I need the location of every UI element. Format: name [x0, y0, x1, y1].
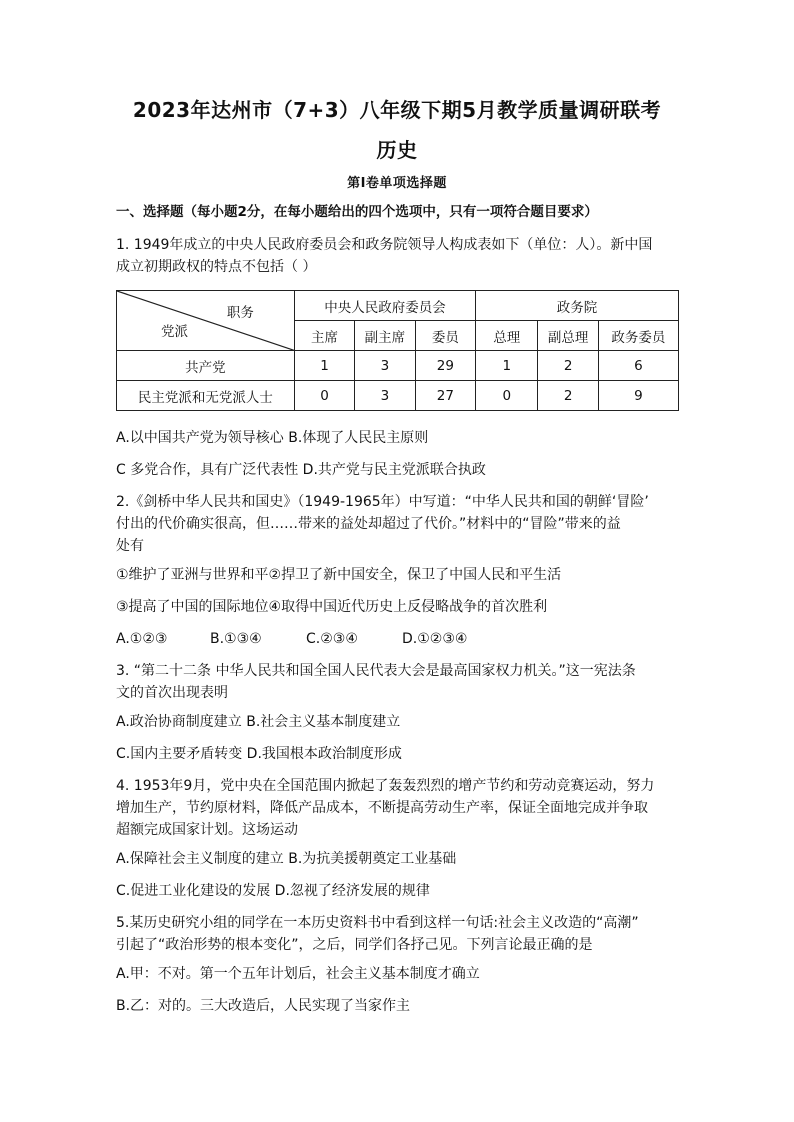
q2-option-a: A.①②③	[116, 631, 168, 647]
q1-options-line1: A.以中国共产党为领导核心 B.体现了人民民主原则	[116, 430, 429, 446]
table-header-row	[117, 291, 679, 321]
q5-stem-line1: 5.某历史研究小组的同学在一本历史资料书中看到这样一句话:社会主义改造的“高潮”	[116, 915, 639, 931]
q3-stem-line1: 3. “第二十二条 中华人民共和国全国人民代表大会是最高国家权力机关。”这一宪法条	[116, 663, 636, 679]
exam-title: 2023年达州市（7+3）八年级下期5月教学质量调研联考	[132, 98, 662, 122]
subhead-cell: 政务委员	[598, 321, 678, 351]
q1-stem-line1: 1. 1949年成立的中央人民政府委员会和政务院领导人构成表如下（单位：人）。新中国	[116, 237, 653, 253]
q2-option-c: C.②③④	[306, 631, 358, 647]
q1-stem-line2: 成立初期政权的特点不包括（ ）	[116, 259, 317, 275]
table-corner-cell	[117, 291, 295, 351]
q2-items-line1: ①维护了亚洲与世界和平②捍卫了新中国安全，保卫了中国人民和平生活	[116, 567, 562, 583]
q2-stem-line1: 2.《剑桥中华人民共和国史》（1949-1965年）中写道：“中华人民共和国的朝鲜‘冒险’	[116, 494, 649, 510]
table-cell: 1	[476, 351, 538, 381]
row-label: 民主党派和无党派人士	[117, 381, 295, 411]
q2-items-line2: ③提高了中国的国际地位④取得中国近代历史上反侵略战争的首次胜利	[116, 599, 548, 615]
table-row	[117, 351, 679, 381]
part-title: 第Ⅰ卷单项选择题	[347, 176, 447, 191]
table-cell: 3	[355, 351, 415, 381]
q4-options-line1: A.保障社会主义制度的建立 B.为抗美援朝奠定工业基础	[116, 851, 457, 867]
leaders-table	[116, 290, 679, 411]
table-cell: 3	[355, 381, 415, 411]
section-heading: 一、选择题（每小题2分，在每小题给出的四个选项中，只有一项符合题目要求）	[116, 204, 598, 220]
table-cell: 9	[598, 381, 678, 411]
q4-stem-line1: 4. 1953年9月，党中央在全国范围内掀起了轰轰烈烈的增产节约和劳动竞赛运动，努力	[116, 778, 655, 794]
subhead-cell: 总理	[476, 321, 538, 351]
q2-stem-line2: 付出的代价确实很高，但……带来的益处却超过了代价。”材料中的“冒险”带来的益	[116, 516, 621, 532]
q3-options-line1: A.政治协商制度建立 B.社会主义基本制度建立	[116, 714, 401, 730]
q4-options-line2: C.促进工业化建设的发展 D.忽视了经济发展的规律	[116, 883, 430, 899]
row-label: 共产党	[117, 351, 295, 381]
subhead-cell: 委员	[415, 321, 475, 351]
table-cell: 1	[294, 351, 354, 381]
subhead-cell: 副总理	[538, 321, 598, 351]
group-header-central: 中央人民政府委员会	[294, 291, 475, 321]
subject-title: 历史	[376, 138, 418, 162]
table-cell: 2	[538, 381, 598, 411]
table-cell: 27	[415, 381, 475, 411]
table-cell: 0	[476, 381, 538, 411]
subhead-cell: 主席	[294, 321, 354, 351]
diagonal-line	[117, 291, 296, 351]
q2-option-d: D.①②③④	[402, 631, 468, 647]
table-cell: 0	[294, 381, 354, 411]
q4-stem-line3: 超额完成国家计划。这场运动	[116, 822, 298, 838]
table-row	[117, 381, 679, 411]
q2-option-b: B.①③④	[210, 631, 262, 647]
subhead-cell: 副主席	[355, 321, 415, 351]
table-cell: 2	[538, 351, 598, 381]
q3-stem-line2: 文的首次出现表明	[116, 685, 228, 701]
q4-stem-line2: 增加生产，节约原材料，降低产品成本，不断提高劳动生产率，保证全面地完成并争取	[116, 800, 648, 816]
q5-options-line1: A.甲：不对。第一个五年计划后，社会主义基本制度才确立	[116, 966, 480, 982]
corner-top-label: 职务	[226, 305, 254, 321]
q1-options-line2: C 多党合作，具有广泛代表性 D.共产党与民主党派联合执政	[116, 462, 486, 478]
q5-stem-line2: 引起了“政治形势的根本变化”，之后，同学们各抒己见。下列言论最正确的是	[116, 937, 593, 953]
table-cell: 6	[598, 351, 678, 381]
q3-options-line2: C.国内主要矛盾转变 D.我国根本政治制度形成	[116, 746, 402, 762]
table-cell: 29	[415, 351, 475, 381]
q2-options	[116, 628, 696, 650]
group-header-council: 政务院	[476, 291, 679, 321]
q2-stem-line3: 处有	[116, 538, 144, 554]
q5-options-line2: B.乙：对的。三大改造后，人民实现了当家作主	[116, 998, 411, 1014]
corner-bottom-label: 党派	[161, 324, 188, 340]
